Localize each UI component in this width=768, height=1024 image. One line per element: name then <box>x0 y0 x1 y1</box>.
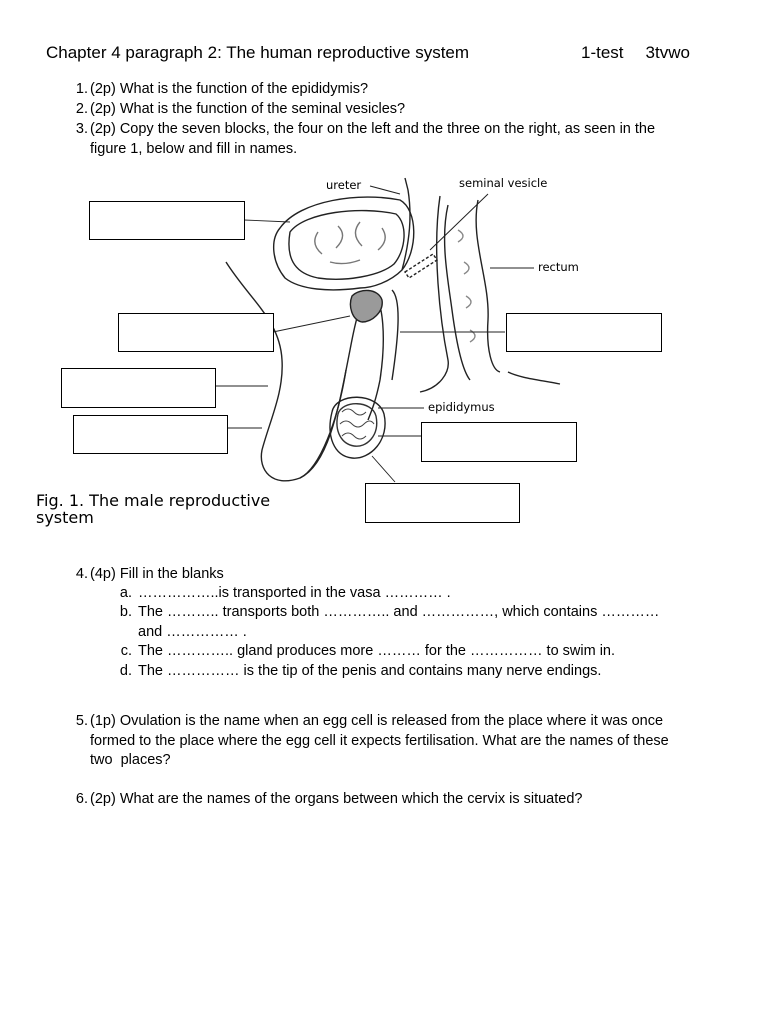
question-4c <box>116 642 736 662</box>
question-text: (2p) What is the function of the seminal vesicles? <box>90 101 406 117</box>
question-6 <box>66 790 746 810</box>
question-text: (4p) Fill in the blanks <box>90 566 224 582</box>
rectum-folds <box>458 230 475 342</box>
answer-box-left-1[interactable] <box>89 201 245 240</box>
question-text-line2: figure 1, below and fill in names. <box>90 140 298 157</box>
question-text: (2p) What are the names of the organs between which the cervix is situated? <box>90 791 583 807</box>
rectum <box>445 200 500 380</box>
answer-box-left-2[interactable] <box>118 313 274 352</box>
question-4d <box>116 662 736 682</box>
question-text: (2p) What is the function of the epididymis? <box>90 81 369 97</box>
answer-box-right-1[interactable] <box>506 313 662 352</box>
question-number: 6. <box>75 791 88 807</box>
question-number: 4. <box>75 566 88 582</box>
item-letter: c. <box>120 643 132 659</box>
answer-box-right-3[interactable] <box>365 483 520 523</box>
item-letter: d. <box>119 663 132 679</box>
question-number: 2. <box>75 101 88 117</box>
item-text: ……………..is transported in the vasa ………… . <box>138 585 451 601</box>
epididymis-coils <box>340 409 374 439</box>
label-rectum: rectum <box>538 260 579 274</box>
item-text: The ………….. gland produces more ……… for the …………… to swim in. <box>138 643 616 659</box>
figure-caption <box>36 492 316 526</box>
question-number: 5. <box>75 713 88 729</box>
answer-box-left-4[interactable] <box>73 415 228 454</box>
caption-line2: system <box>36 508 94 527</box>
question-4a <box>116 584 736 604</box>
question-text-line1: (1p) Ovulation is the name when an egg cell is released from the place where it was once <box>90 713 664 729</box>
question-text-line2: formed to the place where the egg cell it expects fertilisation. What are the names of these <box>90 732 669 749</box>
item-text: The …………… is the tip of the penis and contains many nerve endings. <box>138 663 602 679</box>
question-number: 1. <box>75 81 88 97</box>
question-text-line1: (2p) Copy the seven blocks, the four on the left and the three on the right, as seen in the <box>90 121 656 137</box>
item-text-line2: and …………… . <box>138 623 247 640</box>
question-text-line3: two places? <box>90 752 171 768</box>
penis-outline <box>226 262 372 481</box>
label-seminal-vesicle: seminal vesicle <box>459 176 548 190</box>
question-5 <box>66 712 746 772</box>
answer-box-right-2[interactable] <box>421 422 577 462</box>
item-letter: b. <box>119 604 132 620</box>
item-text-line1: The ……….. transports both ………….. and ……………, which contains ………… <box>138 604 660 620</box>
bladder-inner <box>289 211 404 280</box>
page-title: Chapter 4 paragraph 2: The human reproductive system <box>46 43 470 62</box>
testis <box>337 404 377 446</box>
label-epididymus: epididymus <box>428 400 495 414</box>
body-outline <box>420 196 560 392</box>
item-letter: a. <box>119 585 132 601</box>
class-label: 3tvwo <box>645 43 690 62</box>
test-label: 1-test <box>581 43 624 62</box>
question-number: 3. <box>75 121 88 137</box>
question-4 <box>66 565 746 585</box>
answer-box-left-3[interactable] <box>61 368 216 408</box>
question-4b <box>116 603 736 643</box>
bladder-folds <box>315 222 385 264</box>
caption-line1: Fig. 1. The male reproductive <box>36 491 271 510</box>
prostate <box>350 290 382 322</box>
label-ureter: ureter <box>326 178 362 192</box>
